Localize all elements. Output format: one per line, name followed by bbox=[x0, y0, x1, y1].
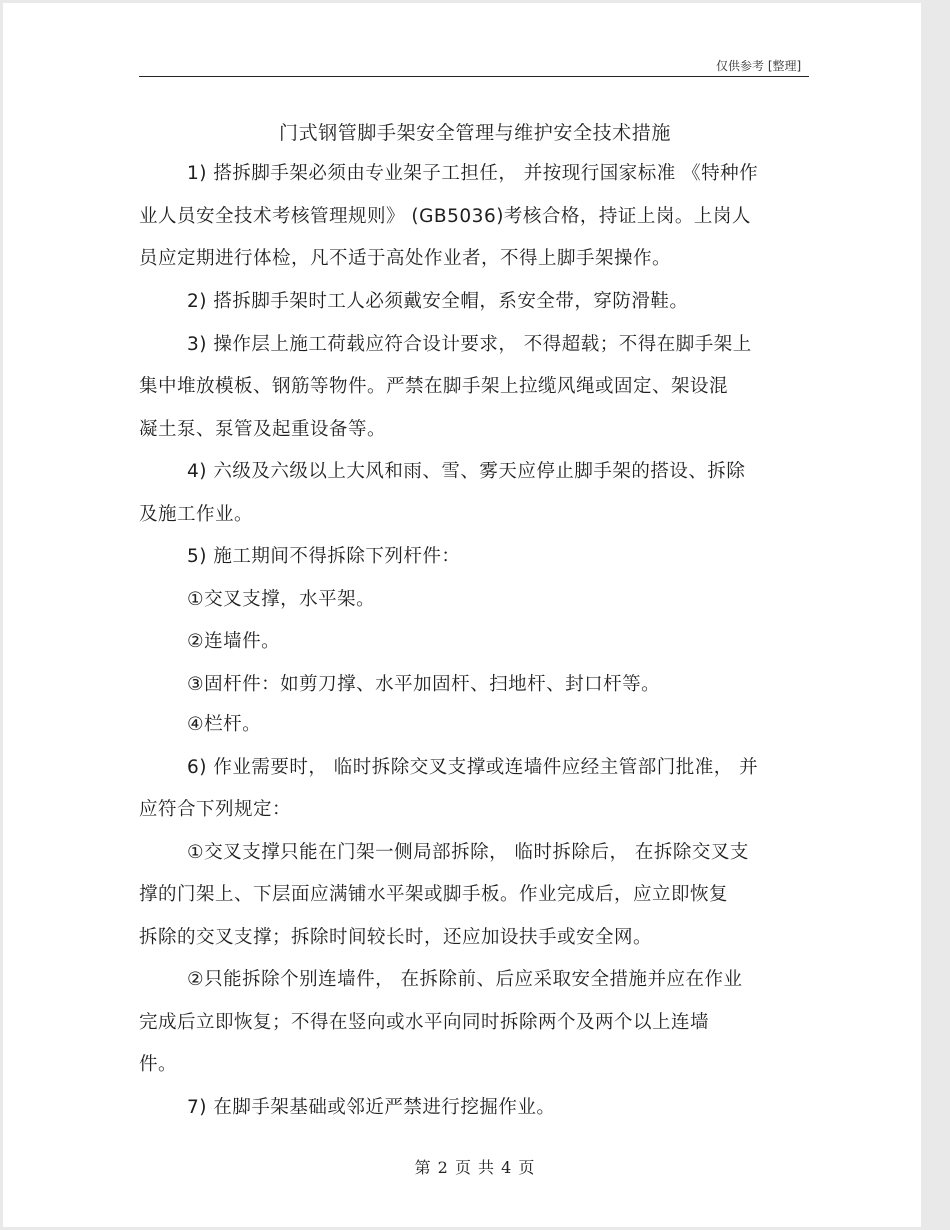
body-line: ①交叉支撑只能在门架一侧局部拆除， 临时拆除后， 在拆除交叉支 bbox=[187, 842, 749, 863]
body-line: 集中堆放模板、钢筋等物件。严禁在脚手架上拉缆风绳或固定、架设混 bbox=[139, 376, 729, 397]
body-line: ③固杆件：如剪刀撑、水平加固杆、扫地杆、封口杆等。 bbox=[187, 674, 661, 695]
body-line: 6) 作业需要时， 临时拆除交叉支撑或连墙件应经主管部门批准， 并 bbox=[187, 757, 759, 778]
body-line: 凝土泵、泵管及起重设备等。 bbox=[139, 419, 387, 440]
body-line: 2) 搭拆脚手架时工人必须戴安全帽，系安全带，穿防滑鞋。 bbox=[187, 291, 689, 312]
body-line: 应符合下列规定： bbox=[139, 799, 292, 820]
body-line: 5) 施工期间不得拆除下列杆件： bbox=[187, 546, 461, 567]
body-line: 3) 操作层上施工荷载应符合设计要求， 不得超载；不得在脚手架上 bbox=[187, 334, 752, 355]
body-line: 4) 六级及六级以上大风和雨、雪、雾天应停止脚手架的搭设、拆除 bbox=[187, 461, 746, 482]
body-line: 拆除的交叉支撑；拆除时间较长时，还应加设扶手或安全网。 bbox=[139, 927, 653, 948]
body-line: 7) 在脚手架基础或邻近严禁进行挖掘作业。 bbox=[187, 1097, 556, 1118]
body-line: 完成后立即恢复；不得在竖向或水平向同时拆除两个及两个以上连墙 bbox=[139, 1012, 710, 1033]
header-label: 仅供参考 [整理] bbox=[716, 59, 802, 73]
body-line: ②连墙件。 bbox=[187, 631, 281, 652]
body-line: ②只能拆除个别连墙件， 在拆除前、后应采取安全措施并应在作业 bbox=[187, 969, 743, 990]
body-line: ④栏杆。 bbox=[187, 714, 262, 735]
body-line: 件。 bbox=[139, 1054, 178, 1075]
body-line: 员应定期进行体检，凡不适于高处作业者，不得上脚手架操作。 bbox=[139, 248, 672, 269]
body-line: 及施工作业。 bbox=[139, 504, 254, 525]
header-rule bbox=[139, 76, 809, 77]
page-indicator: 第 2 页 共 4 页 bbox=[414, 1158, 536, 1177]
document-title: 门式钢管脚手架安全管理与维护安全技术措施 bbox=[278, 122, 671, 144]
body-line: 业人员安全技术考核管理规则》 (GB5036)考核合格，持证上岗。上岗人 bbox=[139, 206, 751, 227]
body-line: 1) 搭拆脚手架必须由专业架子工担任， 并按现行国家标准 《特种作 bbox=[187, 163, 759, 184]
body-line: 撑的门架上、下层面应满铺水平架或脚手板。作业完成后，应立即恢复 bbox=[139, 884, 729, 905]
body-line: ①交叉支撑，水平架。 bbox=[187, 589, 376, 610]
document-page bbox=[3, 3, 921, 1227]
